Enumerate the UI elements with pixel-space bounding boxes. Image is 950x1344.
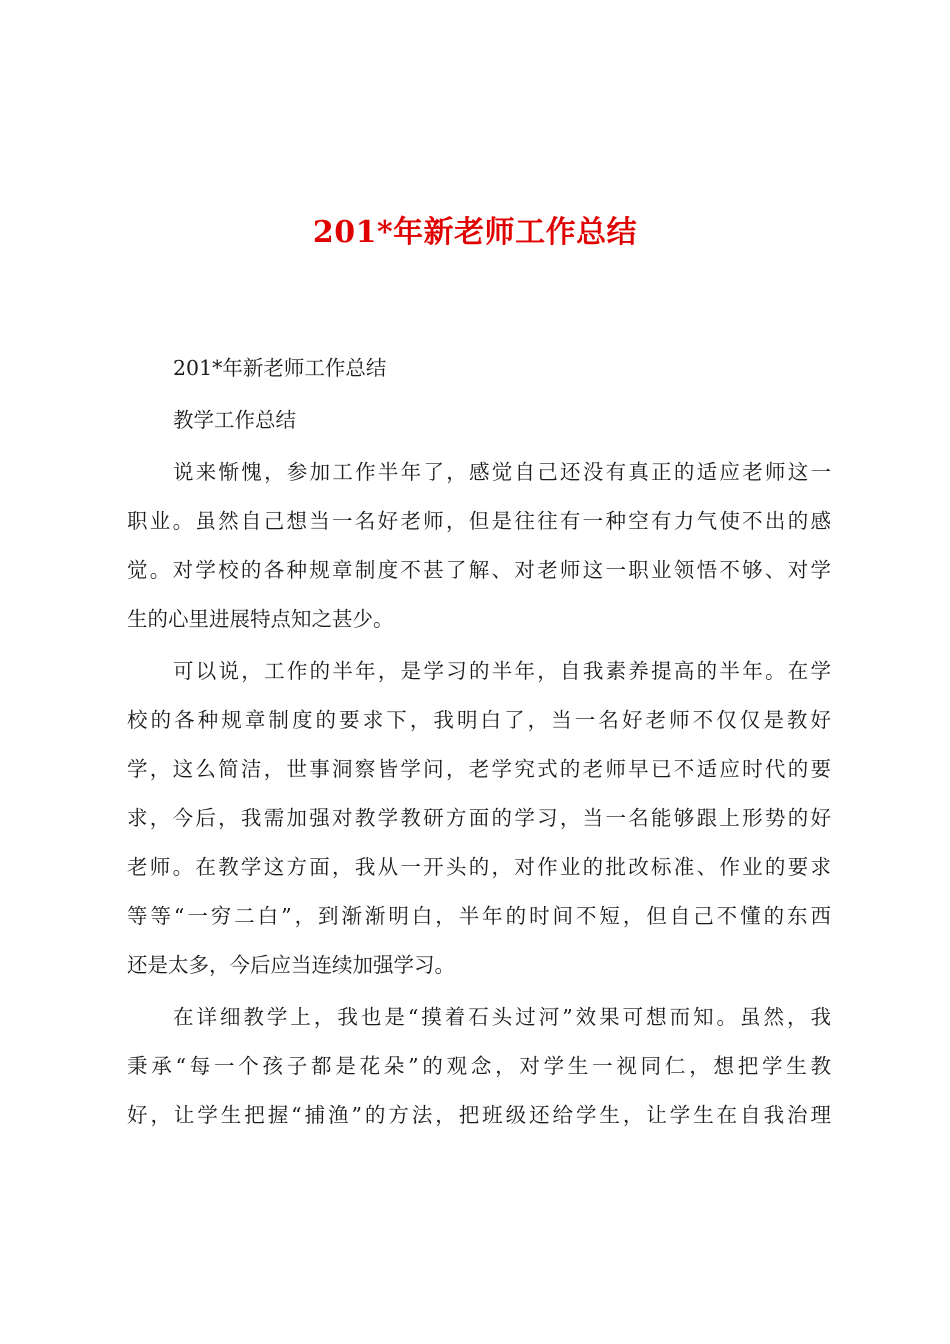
paragraph-2 (127, 647, 831, 990)
paragraph-line: 还是太多，今后应当连续加强学习。 (127, 953, 455, 977)
paragraph-line: 求，今后，我需加强对教学教研方面的学习，当一名能够跟上形势的好 (127, 806, 831, 830)
paragraph-line: 等等“一穷二白”，到渐渐明白，半年的时间不短，但自己不懂的东西 (127, 904, 831, 928)
paragraph-line: 老师。在教学这方面，我从一开头的，对作业的批改标准、作业的要求 (127, 855, 831, 879)
paragraph-1 (127, 448, 831, 644)
document-subtitle: 201*年新老师工作总结 (173, 356, 387, 380)
paragraph-line: 职业。虽然自己想当一名好老师，但是往往有一种空有力气使不出的感 (127, 509, 831, 533)
paragraph-line: 秉承“每一个孩子都是花朵”的观念，对学生一视同仁，想把学生教 (127, 1054, 831, 1078)
paragraph-line: 在详细教学上，我也是“摸着石头过河”效果可想而知。虽然，我 (173, 1005, 831, 1029)
document-body (127, 344, 831, 1140)
paragraph-line: 学，这么简洁，世事洞察皆学问，老学究式的老师早已不适应时代的要 (127, 757, 831, 781)
paragraph-line: 生的心里进展特点知之甚少。 (127, 607, 394, 631)
paragraph-line: 说来惭愧，参加工作半年了，感觉自己还没有真正的适应老师这一 (173, 460, 831, 484)
paragraph-line: 觉。对学校的各种规章制度不甚了解、对老师这一职业领悟不够、对学 (127, 558, 831, 582)
paragraph-line: 校的各种规章制度的要求下，我明白了，当一名好老师不仅仅是教好 (127, 708, 831, 732)
section-heading: 教学工作总结 (173, 408, 296, 432)
paragraph-line: 好，让学生把握“捕渔”的方法，把班级还给学生，让学生在自我治理 (127, 1103, 831, 1127)
document-title: 201*年新老师工作总结 (312, 215, 638, 250)
paragraph-line: 可以说，工作的半年，是学习的半年，自我素养提高的半年。在学 (173, 659, 831, 683)
paragraph-3 (127, 993, 831, 1140)
